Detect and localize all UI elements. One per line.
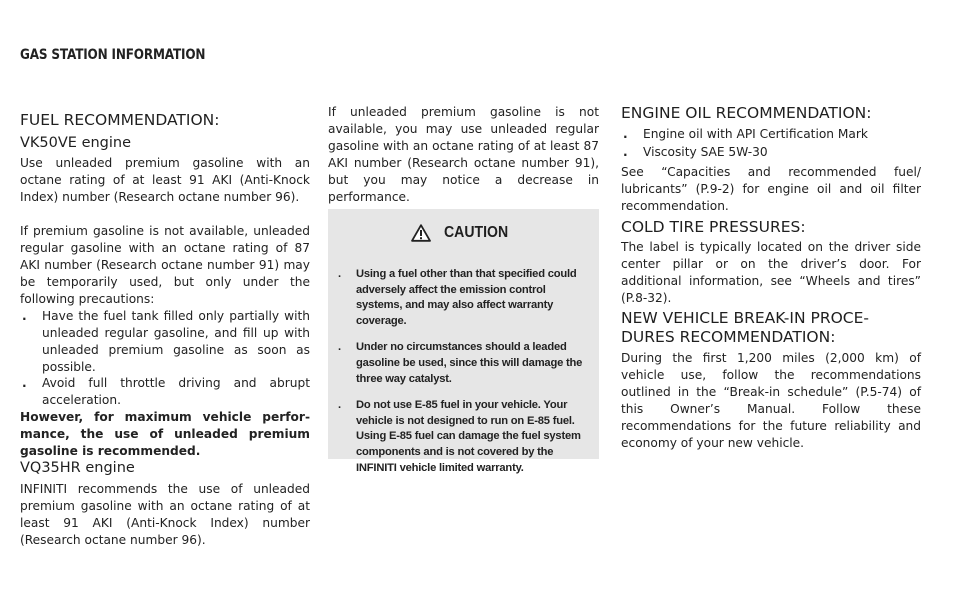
bullet-icon: . <box>623 127 628 141</box>
break-in-heading-line-2: DURES RECOMMENDATION: <box>621 328 836 346</box>
break-in-paragraph: During the first 1,200 miles (2,000 km) of vehicle use, follow the recommendations outlined in the “Break-in schedule” (P.5-74) of this Owner’s Manual. Follow these recommendations for the future reliability and economy of your new vehicle. <box>621 351 921 450</box>
bullet-icon: . <box>338 268 341 280</box>
caution-item-2 <box>336 340 588 387</box>
oil-bullet-1-text: Engine oil with API Certification Mark <box>643 127 868 141</box>
caution-item-1-text: Using a fuel other than that specified could adversely affect the emission control systems, and may also affect warranty coverage. <box>356 268 577 327</box>
break-in-heading-line-1: NEW VEHICLE BREAK-IN PROCE- <box>621 309 869 327</box>
caution-item-2-text: Under no circumstances should a leaded gasoline be used, since this will damage the three way catalyst. <box>356 341 583 385</box>
bullet-icon: . <box>338 341 341 354</box>
cold-tire-pressures-heading: COLD TIRE PRESSURES: <box>621 218 806 236</box>
oil-reference-paragraph: See “Capacities and recommended fuel/ lubricants” (P.9-2) for engine oil and oil filter recommendation. <box>621 165 921 213</box>
page-title: GAS STATION INFORMATION <box>20 47 206 63</box>
caution-header <box>328 222 599 242</box>
engine-oil-heading: ENGINE OIL RECOMMENDATION: <box>621 104 872 122</box>
caution-list <box>336 267 588 487</box>
caution-item-1 <box>336 267 588 329</box>
caution-item-3-text: Do not use E-85 fuel in your vehicle. Your vehicle is not designed to run on E-85 fuel. Using E-85 fuel can damage the fuel system components and is not covered by the INFINITI vehicle limited warranty. <box>356 399 581 474</box>
vk50ve-bold-note: However, for maximum vehicle perfor-mance, the use of unleaded premium gasoline is recommended. <box>20 410 310 458</box>
fuel-recommendation-heading: FUEL RECOMMENDATION: <box>20 111 220 129</box>
bullet-icon: . <box>623 145 628 159</box>
caution-title: CAUTION <box>443 223 508 241</box>
vk50ve-heading: VK50VE engine <box>20 135 132 151</box>
bullet-icon: . <box>338 399 341 412</box>
tire-pressure-paragraph: The label is typically located on the driver side center pillar or on the driver’s door. For additional information, see “Wheels and tires” (P.8-32). <box>621 240 921 305</box>
oil-bullet-1 <box>621 126 941 143</box>
precaution-bullet-1-text: Have the fuel tank filled only partially with unleaded regular gasoline, and fill up with unleaded premium gasoline as soon as possible. <box>42 309 310 374</box>
precaution-bullet-2-text: Avoid full throttle driving and abrupt acceleration. <box>42 376 310 407</box>
precaution-bullet-2 <box>20 375 310 409</box>
vk50ve-paragraph-2: If premium gasoline is not available, unleaded regular gasoline with an octane rating of 87 AKI number (Research octane number 91) may be temporarily used, but only under the following precautions: <box>20 224 310 306</box>
warning-triangle-icon <box>411 224 431 242</box>
regular-gasoline-paragraph: If unleaded premium gasoline is not available, you may use unleaded regular gasoline with an octane rating of at least 87 AKI number (Research octane number 91), but you may notice a decrease in performance. <box>328 105 599 204</box>
vk50ve-paragraph-1: Use unleaded premium gasoline with an octane rating of at least 91 AKI (Anti-Knock Index) number (Research octane number 96). <box>20 156 310 204</box>
oil-bullet-2-text: Viscosity SAE 5W-30 <box>643 145 768 159</box>
bullet-icon: . <box>22 376 27 390</box>
vq35hr-heading: VQ35HR engine <box>20 460 135 476</box>
oil-bullet-2 <box>621 144 941 161</box>
vq35hr-paragraph: INFINITI recommends the use of unleaded premium gasoline with an octane rating of at least 91 AKI (Anti-Knock Index) number (Research octane number 96). <box>20 482 310 547</box>
caution-item-3 <box>336 398 588 476</box>
precaution-bullet-1 <box>20 308 310 376</box>
bullet-icon: . <box>22 309 27 323</box>
caution-box <box>328 209 599 474</box>
